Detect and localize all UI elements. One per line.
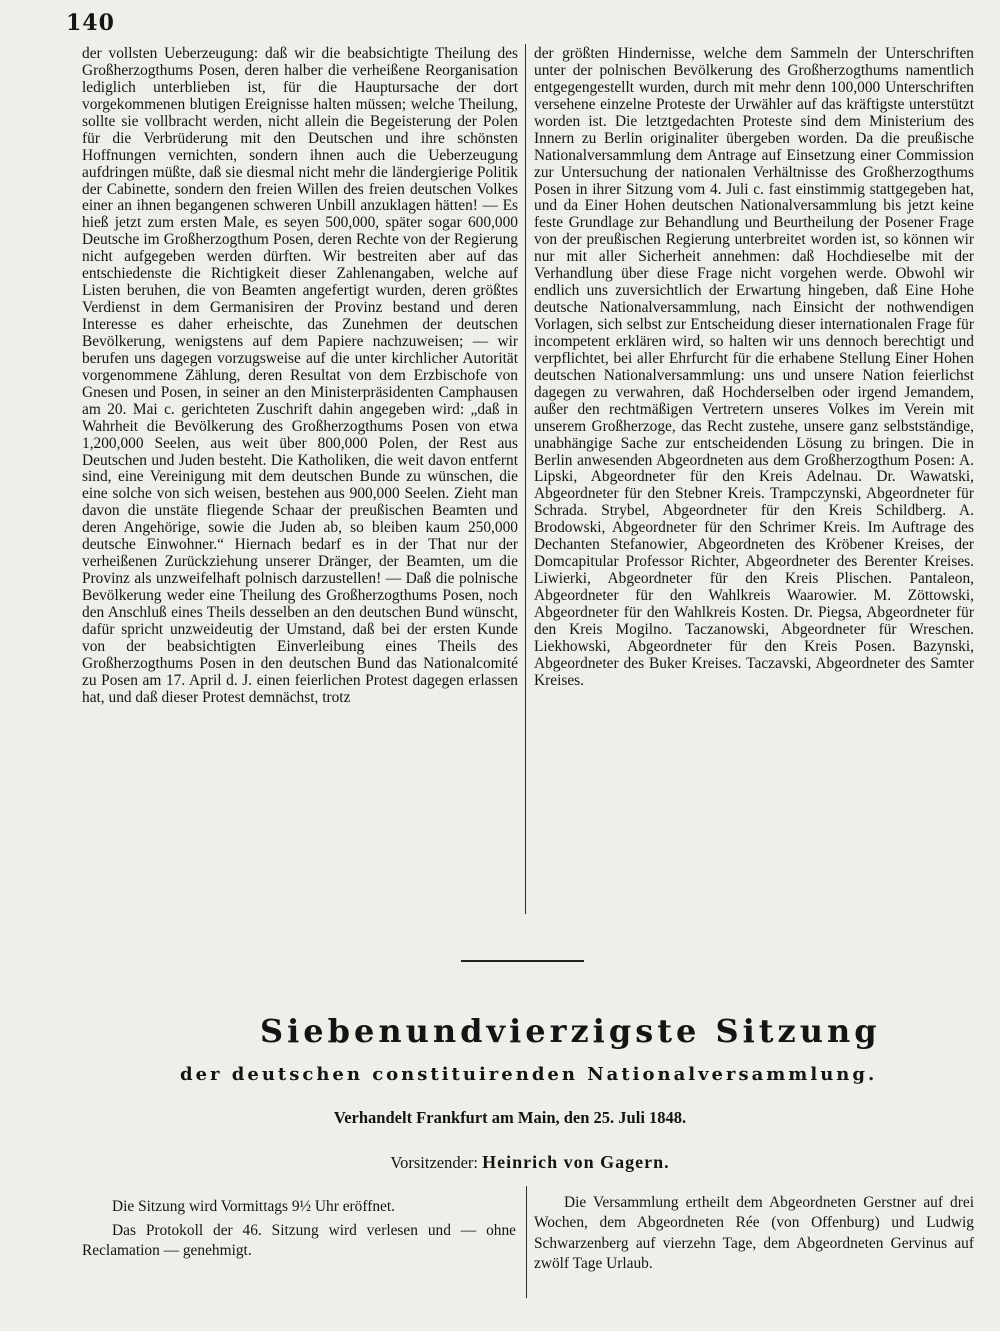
column-divider xyxy=(525,44,526,914)
session-date: Verhandelt Frankfurt am Main, den 25. Juli 1848. xyxy=(333,1108,687,1127)
session-subtitle: der deutschen constituirenden Nationalversammlung. xyxy=(180,1064,878,1085)
protocol-note: Das Protokoll der 46. Sitzung wird verlesen und — ohne Reclamation — genehmigt. xyxy=(82,1222,516,1260)
bottom-left-column xyxy=(82,1197,516,1261)
session-title: Siebenundvierzigste Sitzung xyxy=(260,1012,881,1050)
bottom-column-divider xyxy=(526,1186,527,1298)
chairman-name: Heinrich von Gagern. xyxy=(482,1152,670,1172)
section-divider xyxy=(461,960,584,962)
chairman-label: Vorsitzender: xyxy=(390,1153,479,1172)
session-opening: Die Sitzung wird Vormittags 9½ Uhr eröffnet. xyxy=(112,1198,395,1215)
chairman-line xyxy=(380,1152,680,1173)
right-column-text: der größten Hindernisse, welche dem Sammeln der Unterschriften unter der polnischen Bevölkerung des Großherzogthums namentlich entgegengestellt wurden, durch mit mehr denn 100,000 Unterschriften versehene einzelne Proteste der Urwähler auf das kräftigste unterstützt worden ist. Die letztgedachten Proteste sind dem Ministerium des Innern zu Berlin originaliter übergeben worden. Da die preußische Nationalversammlung dem Antrage auf Einsetzung einer Commission zur Untersuchung der nationalen Verhältnisse des Großherzogthums Posen in ihrer Sitzung vom 4. Juli c. fast einstimmig stattgegeben hat, und da Einer Hohen deutschen Nationalversammlung bis jetzt keine feste Grundlage zur Behandlung und Beurtheilung der Posener Frage von der preußischen Regierung unterbreitet worden ist, so können wir nur mit aller Sicherheit annehmen: daß Hochdieselbe mit der Verhandlung über diese Frage nicht vorgehen werde. Obwohl wir endlich uns zuversichtlich der Erwartung hingeben, daß Eine Hohe deutsche Nationalversammlung, nach Einsicht der nothwendigen Vorlagen, sich selbst zur Entscheidung dieser internationalen Frage für incompetent erklären wird, so halten wir uns dennoch berechtigt und verpflichtet, bei aller Ehrfurcht für die erhabene Stellung Einer Hohen deutschen Nationalversammlung: uns und unsere Nation feierlichst dagegen zu verwahren, daß Hochderselben oder irgend Jemandem, außer den rechtmäßigen Vertretern unseres Volkes im Verein mit unserem Großherzoge, das Recht zustehe, unsere ganz selbstständige, unabhängige Sache zur entscheidenden Lösung zu bringen. Die in Berlin anwesenden Abgeordneten aus dem Großherzogthum Posen: A. Lipski, Abgeordneter für den Kreis Adelnau. Dr. Wawatski, Abgeordneter für den Stebner Kreis. Trampczynski, Abgeordneter für Schrada. Strybel, Abgeordneter für den Kreis Schildberg. A. Brodowski, Abgeordneter für den Schrimer Kreis. Im Auftrage des Dechanten Stefanowier, Abgeordneten des Kröbener Kreises, der Domcapitular Professor Richter, Abgeordneter des Berenter Kreises. Liwierki, Abgeordneter für den Kreis Plischen. Pantaleon, Abgeordneter für den Wahlkreis Waarowier. M. Zöttowski, Abgeordneter für den Wahlkreis Kosten. Dr. Piegsa, Abgeordneter für den Kreis Mogilno. Taczanowski, Abgeordneter für Wreschen. Liekhowski, Abgeordneter für den Kreis Posen. Bazynski, Abgeordneter des Buker Kreises. Taczavski, Abgeordneter des Samter Kreises. xyxy=(534,45,974,689)
left-column-text: der vollsten Ueberzeugung: daß wir die beabsichtigte Theilung des Großherzogthums Posen, deren halber die verheißene Reorganisation lediglich unterblieben ist, für die Hauptursache der dort vorgekommenen blutigen Ereignisse halten müssen; welche Theilung, sollte sie vollbracht werden, nicht allein die Begeisterung der Polen für die Verbrüderung mit den Deutschen und ihre schönsten Hoffnungen vernichten, sondern ihnen auch die Ueberzeugung aufdringen müßte, daß sie diesmal nicht mehr die ländergierige Politik der Cabinette, sondern den freien Willen des freien deutschen Volkes einer an ihnen begangenen schweren Unbill anzuklagen hätten! — Es hieß jetzt zum ersten Male, es seyen 500,000, später sogar 600,000 Deutsche im Großherzogthum Posen, deren Rechte von der Regierung nicht aufgegeben werden dürften. Wir bestreiten aber auf das entschiedenste die Richtigkeit dieser Zahlenangaben, welche auf Listen beruhen, die von Beamten angefertigt wurden, deren größtes Verdienst in dem Germanisiren der Provinz bestand und deren Interesse es daher erheischte, das Zunehmen der deutschen Bevölkerung, wenigstens auf dem Papiere nachzuweisen; — wir berufen uns dagegen vorzugsweise auf die unter kirchlicher Autorität vorgenommene Zählung, deren Resultat von dem Erzbischofe von Gnesen und Posen, in seiner an den Ministerpräsidenten Camphausen am 20. Mai c. gerichteten Zuschrift dahin angegeben wird: „daß in Wahrheit die Bevölkerung des Großherzogthums Posen von etwa 1,200,000 Seelen, aus weit über 800,000 Polen, der Rest aus Deutschen und Juden besteht. Die Katholiken, die weit davon entfernt sind, eine Vereinigung mit dem deutschen Bunde zu wünschen, die eine solche von sich weisen, bestehen aus 900,000 Seelen. Zieht man davon die unstäte fliegende Schaar der preußischen Beamten und deren Angehörige, sowie die Juden ab, so bleiben kaum 250,000 deutsche Einwohner.“ Hiernach bedarf es in der That nur der verheißenen Zurückziehung unserer Dränger, der Beamten, um die Provinz als unzweifelhaft polnisch darzustellen! — Daß die polnische Bevölkerung weder eine Theilung des Großherzogthums Posen, noch den Anschluß eines Theils desselben an den deutschen Bund wünscht, dafür spricht unzweideutig der Umstand, daß bei der ersten Kunde von der beabsichtigten Einverleibung eines Theils des Großherzogthums Posen in den deutschen Bund das Nationalcomité zu Posen am 17. April d. J. einen feierlichen Protest dagegen erlassen hat, und daß dieser Protest demnächst, trotz xyxy=(82,45,518,706)
page-number: 140 xyxy=(66,10,115,36)
leave-grant-text: Die Versammlung ertheilt dem Abgeordneten Gerstner auf drei Wochen, dem Abgeordneten Rée (von Offenburg) und Ludwig Schwarzenberg auf vierzehn Tage, dem Abgeordneten Gervinus auf zwölf Tage Urlaub. xyxy=(534,1194,974,1273)
